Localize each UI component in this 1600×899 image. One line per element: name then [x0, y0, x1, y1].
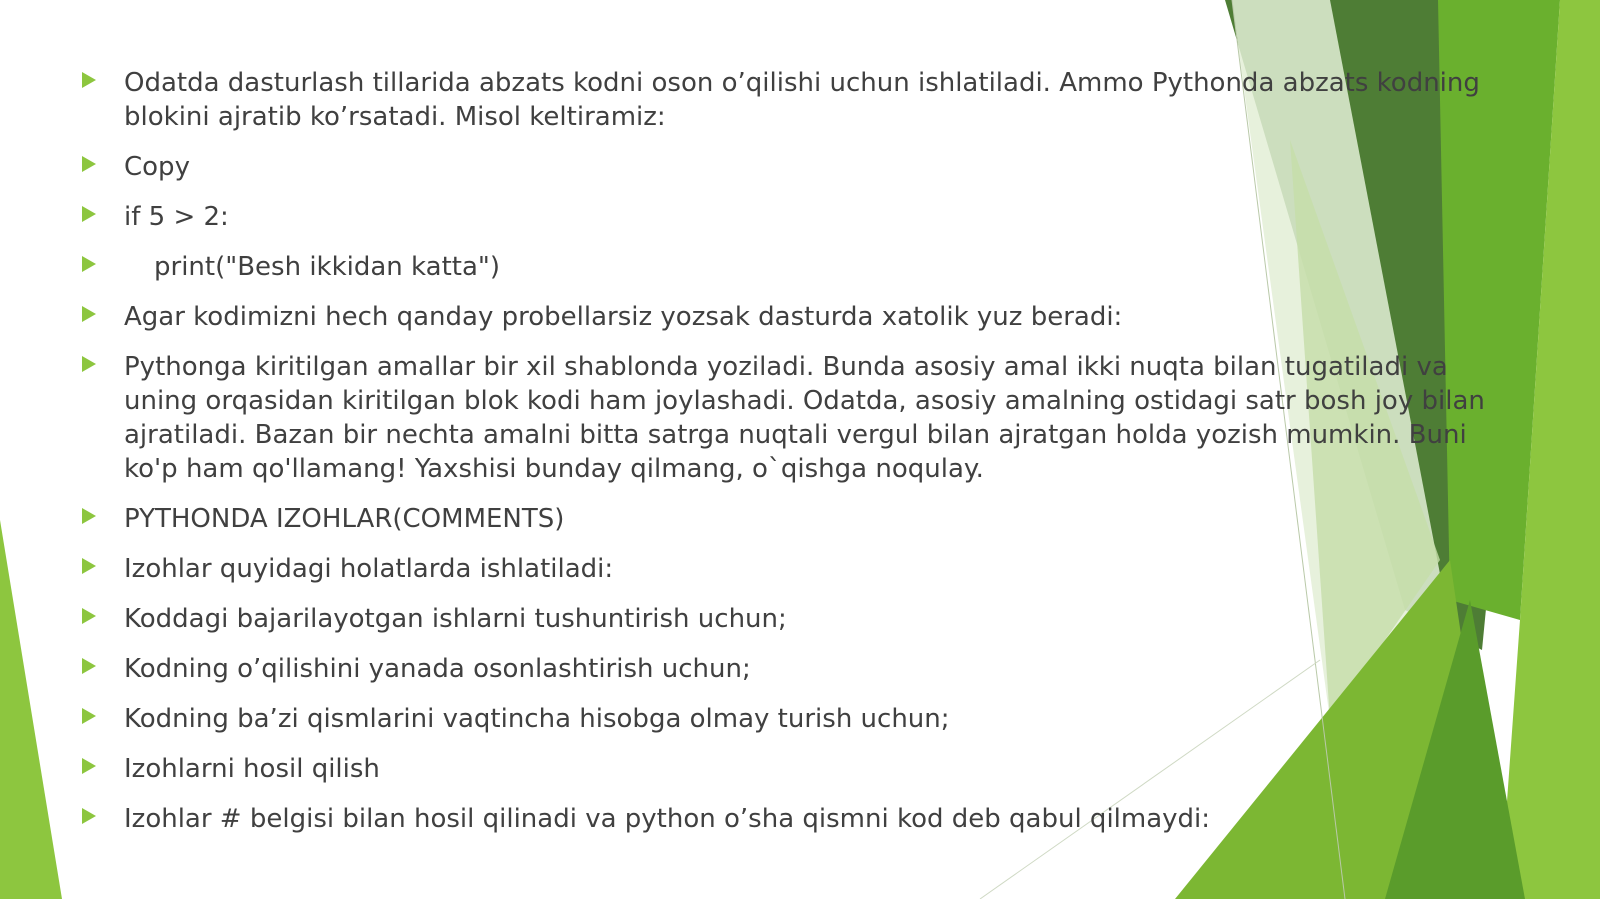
bullet-arrow-icon [82, 708, 96, 724]
bullet-text: Odatda dasturlash tillarida abzats kodni oson o’qilishi uchun ishlatiladi. Ammo Pythonda abzats kodning blokini ajratib ko’rsatadi. Misol keltiramiz: [124, 68, 1480, 132]
bullet-item [76, 150, 1516, 184]
bullet-item [76, 602, 1516, 636]
bullet-item [76, 200, 1516, 234]
bullet-list [76, 66, 1516, 852]
bullet-text: Izohlarni hosil qilish [124, 754, 380, 784]
bullet-item [76, 652, 1516, 686]
bullet-item [76, 300, 1516, 334]
bullet-text: Kodning o’qilishini yanada osonlashtirish uchun; [124, 654, 751, 684]
bullet-arrow-icon [82, 156, 96, 172]
bullet-arrow-icon [82, 306, 96, 322]
bullet-arrow-icon [82, 558, 96, 574]
bullet-arrow-icon [82, 658, 96, 674]
bullet-text: PYTHONDA IZOHLAR(COMMENTS) [124, 504, 565, 534]
bullet-arrow-icon [82, 72, 96, 88]
bullet-text: Izohlar quyidagi holatlarda ishlatiladi: [124, 554, 614, 584]
bullet-text: Copy [124, 152, 190, 182]
bullet-item [76, 350, 1516, 486]
bullet-item [76, 752, 1516, 786]
bullet-arrow-icon [82, 758, 96, 774]
left-green-shape [0, 520, 62, 899]
bullet-arrow-icon [82, 808, 96, 824]
bullet-text: Koddagi bajarilayotgan ishlarni tushuntirish uchun; [124, 604, 787, 634]
bullet-item [76, 250, 1516, 284]
bullet-arrow-icon [82, 356, 96, 372]
bullet-item [76, 66, 1516, 134]
bullet-text: Kodning ba’zi qismlarini vaqtincha hisobga olmay turish uchun; [124, 704, 950, 734]
bullet-text: if 5 > 2: [124, 202, 229, 232]
bullet-text: Agar kodimizni hech qanday probellarsiz yozsak dasturda xatolik yuz beradi: [124, 302, 1123, 332]
bullet-item [76, 552, 1516, 586]
bullet-arrow-icon [82, 608, 96, 624]
bullet-arrow-icon [82, 256, 96, 272]
bullet-arrow-icon [82, 206, 96, 222]
bullet-text: Izohlar # belgisi bilan hosil qilinadi va python o’sha qismni kod deb qabul qilmaydi: [124, 804, 1211, 834]
bullet-text: print("Besh ikkidan katta") [154, 252, 501, 282]
bullet-item [76, 802, 1516, 836]
bullet-arrow-icon [82, 508, 96, 524]
bullet-item [76, 502, 1516, 536]
bullet-item [76, 702, 1516, 736]
bullet-text: Pythonga kiritilgan amallar bir xil shablonda yoziladi. Bunda asosiy amal ikki nuqta bilan tugatiladi va uning orqasidan kiritilgan blok kodi ham joylashadi. Odatda, asosiy amalning ostidagi satr bosh joy bilan ajratiladi. Bazan bir nechta amalni bitta satrga nuqtali vergul bilan ajratgan holda yozish mumkin. Buni ko'p ham qo'llamang! Yaxshisi bunday qilmang, o`qishga noqulay. [124, 352, 1485, 484]
